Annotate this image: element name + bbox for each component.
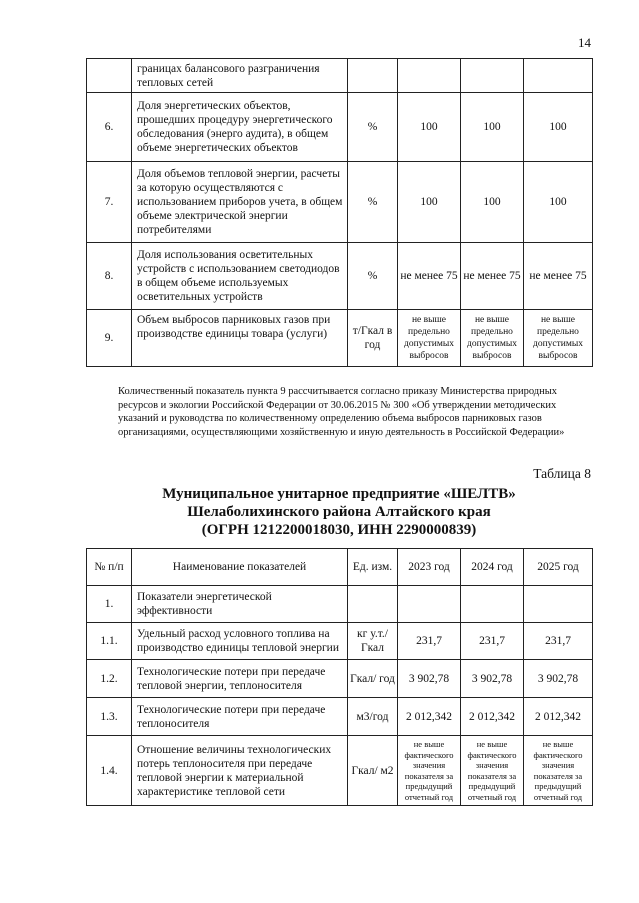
row-number: 1.3. (87, 698, 132, 736)
value-2024: 100 (461, 162, 524, 243)
header-unit: Ед. изм. (348, 549, 398, 586)
value-2025 (524, 586, 593, 623)
title-line-2: Шелаболихинского района Алтайского края (187, 504, 491, 520)
value-2025: 231,7 (524, 623, 593, 660)
value-2023 (398, 586, 461, 623)
header-2023: 2023 год (398, 549, 461, 586)
table-caption: Таблица 8 (533, 466, 591, 481)
header-2024: 2024 год (461, 549, 524, 586)
unit-cell: т/Гкал в год (348, 310, 398, 367)
value-2024: 2 012,342 (461, 698, 524, 736)
value-2025: 3 902,78 (524, 660, 593, 698)
table-row (87, 698, 593, 736)
indicator-name: Технологические потери при передаче теплоносителя (132, 698, 348, 736)
value-2024: не выше фактического значения показателя за предыдущий отчетный год (461, 736, 524, 806)
indicator-name: Показатели энергетической эффективности (132, 586, 348, 623)
indicator-name: Удельный расход условного топлива на производство единицы тепловой энергии (132, 623, 348, 660)
value-2023: 231,7 (398, 623, 461, 660)
value-2023: 100 (398, 162, 461, 243)
row-number: 1.2. (87, 660, 132, 698)
table-row (87, 736, 593, 806)
value-2023: не выше предельно допустимых выбросов (398, 310, 461, 367)
table-8 (86, 548, 593, 806)
value-2023: не выше фактического значения показателя за предыдущий отчетный год (398, 736, 461, 806)
header-2025: 2025 год (524, 549, 593, 586)
indicator-name: Доля объемов тепловой энергии, расчеты за которую осуществляются с использованием приборов учета, в общем объеме электрической энергии потребителями (132, 162, 348, 243)
value-2024 (461, 59, 524, 93)
row-number: 6. (87, 93, 132, 162)
value-2024: 231,7 (461, 623, 524, 660)
value-2023: 3 902,78 (398, 660, 461, 698)
table-row (87, 310, 593, 367)
indicator-name: Объем выбросов парниковых газов при производстве единицы товара (услуги) (132, 310, 348, 367)
unit-cell: Гкал/ год (348, 660, 398, 698)
unit-cell: % (348, 93, 398, 162)
unit-cell: Гкал/ м2 (348, 736, 398, 806)
title-line-1: Муниципальное унитарное предприятие «ШЕЛТВ» (162, 486, 516, 502)
value-2025: не выше предельно допустимых выбросов (524, 310, 593, 367)
indicator-name: Доля использования осветительных устройств с использованием светодиодов в общем объеме используемых осветительных устройств (132, 243, 348, 310)
unit-cell (348, 59, 398, 93)
value-2023: 100 (398, 93, 461, 162)
value-2024 (461, 586, 524, 623)
table-row (87, 586, 593, 623)
header-num: № п/п (87, 549, 132, 586)
indicator-name: границах балансового разграничения тепловых сетей (132, 59, 348, 93)
value-2024: 3 902,78 (461, 660, 524, 698)
indicator-name: Технологические потери при передаче тепловой энергии, теплоносителя (132, 660, 348, 698)
row-number: 1. (87, 586, 132, 623)
page-number: 14 (578, 35, 591, 50)
header-name: Наименование показателей (132, 549, 348, 586)
header-row (87, 549, 593, 586)
value-2024: 100 (461, 93, 524, 162)
value-2025: 100 (524, 93, 593, 162)
row-number: 9. (87, 310, 132, 367)
table-row (87, 623, 593, 660)
row-number (87, 59, 132, 93)
table-row (87, 93, 593, 162)
unit-cell: м3/год (348, 698, 398, 736)
value-2025: не менее 75 (524, 243, 593, 310)
table-title (86, 485, 592, 539)
value-2023 (398, 59, 461, 93)
value-2024: не выше предельно допустимых выбросов (461, 310, 524, 367)
table-row (87, 162, 593, 243)
unit-cell: кг у.т./ Гкал (348, 623, 398, 660)
unit-cell: % (348, 162, 398, 243)
value-2023: 2 012,342 (398, 698, 461, 736)
row-number: 8. (87, 243, 132, 310)
indicators-table-continued (86, 58, 593, 367)
unit-cell: % (348, 243, 398, 310)
value-2023: не менее 75 (398, 243, 461, 310)
row-number: 1.4. (87, 736, 132, 806)
table-row (87, 243, 593, 310)
row-number: 7. (87, 162, 132, 243)
indicator-name: Отношение величины технологических потерь теплоносителя при передаче тепловой энергии к материальной характеристике тепловой сети (132, 736, 348, 806)
table-row (87, 59, 593, 93)
unit-cell (348, 586, 398, 623)
value-2025: не выше фактического значения показателя за предыдущий отчетный год (524, 736, 593, 806)
table-row (87, 660, 593, 698)
title-line-3: (ОГРН 1212200018030, ИНН 2290000839) (201, 522, 477, 538)
row-number: 1.1. (87, 623, 132, 660)
value-2024: не менее 75 (461, 243, 524, 310)
value-2025 (524, 59, 593, 93)
value-2025: 2 012,342 (524, 698, 593, 736)
value-2025: 100 (524, 162, 593, 243)
footnote: Количественный показатель пункта 9 рассчитывается согласно приказу Министерства природных ресурсов и экологии Российской Федерации от 30.06.2015 № 300 «Об утверждении методических указаний и руководства по количественному определению объема выбросов парниковых газов организациями, осуществляющими хозяйственную и иную деятельность в Российской Федерации» (118, 386, 565, 438)
indicator-name: Доля энергетических объектов, прошедших процедуру энергетического обследования (энерго аудита), в общем объеме энергетических объектов (132, 93, 348, 162)
